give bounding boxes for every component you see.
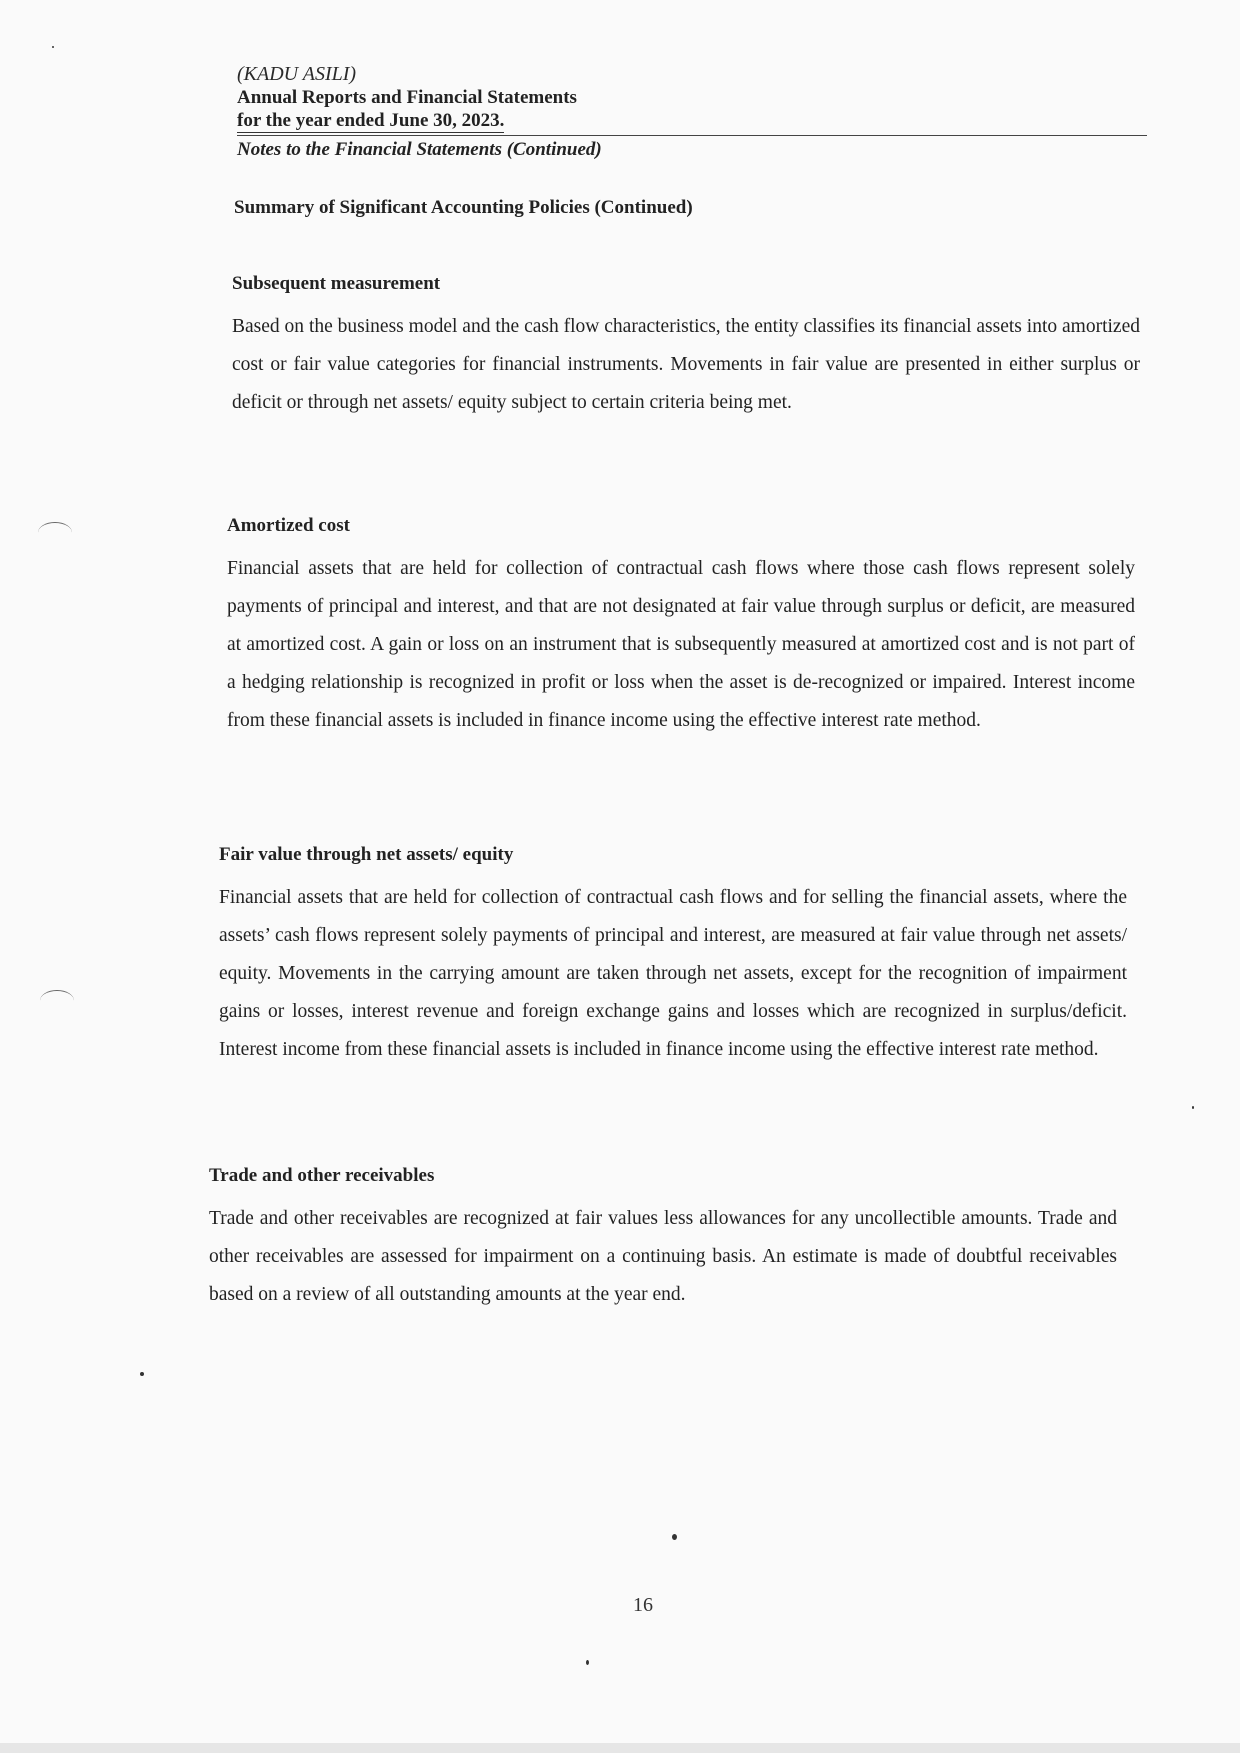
scan-mark — [40, 990, 74, 1011]
header-rule — [237, 135, 1147, 136]
organization-name: (KADU ASILI) — [237, 63, 357, 85]
scan-speck — [586, 1660, 589, 1665]
section-heading: Amortized cost — [227, 515, 350, 536]
section-body: Financial assets that are held for collection of contractual cash flows and for selling the financial assets, where the assets’ cash flows represent solely payments of principal and interest, are measured at fair value through net assets/ equity. Movements in the carrying amount are taken through net assets, except for the recognition of impairment gains or losses, interest revenue and foreign exchange gains and losses which are recognized in surplus/deficit. Interest income from these financial assets is included in finance income using the effective interest rate method. — [219, 887, 1127, 1060]
section-summary-title: Summary of Significant Accounting Policies (Continued) — [234, 197, 693, 218]
notes-title: Notes to the Financial Statements (Continued) — [237, 139, 602, 160]
section-subsequent-measurement — [232, 272, 1140, 422]
scan-speck — [52, 46, 54, 48]
section-amortized-cost — [227, 514, 1135, 740]
section-trade-receivables — [209, 1164, 1117, 1314]
section-body: Financial assets that are held for collection of contractual cash flows where those cash flows represent solely payments of principal and interest, and that are not designated at fair value through surplus or deficit, are measured at amortized cost. A gain or loss on an instrument that is subsequently measured at amortized cost and is not part of a hedging relationship is recognized in profit or loss when the asset is de-recognized or impaired. Interest income from these financial assets is included in finance income using the effective interest rate method. — [227, 558, 1135, 731]
report-title: Annual Reports and Financial Statements — [237, 87, 577, 108]
page-number: 16 — [633, 1594, 653, 1616]
report-period: for the year ended June 30, 2023. — [237, 110, 505, 131]
section-fair-value — [219, 843, 1127, 1069]
section-heading: Fair value through net assets/ equity — [219, 844, 514, 865]
section-heading: Trade and other receivables — [209, 1165, 435, 1186]
section-body: Trade and other receivables are recognized at fair values less allowances for any uncollectible amounts. Trade and other receivables are assessed for impairment on a continuing basis. An estimate is made of doubtful receivables based on a review of all outstanding amounts at the year end. — [209, 1208, 1117, 1305]
document-header — [237, 62, 1147, 162]
scan-edge-shadow — [0, 1743, 1240, 1753]
scan-speck — [672, 1534, 677, 1540]
scan-mark — [38, 522, 72, 543]
section-body: Based on the business model and the cash flow characteristics, the entity classifies its financial assets into amortized cost or fair value categories for financial instruments. Movements in fair value are presented in either surplus or deficit or through net assets/ equity subject to certain criteria being met. — [232, 316, 1140, 413]
scan-speck — [1192, 1106, 1194, 1109]
section-heading: Subsequent measurement — [232, 273, 441, 294]
scan-speck — [140, 1372, 144, 1376]
